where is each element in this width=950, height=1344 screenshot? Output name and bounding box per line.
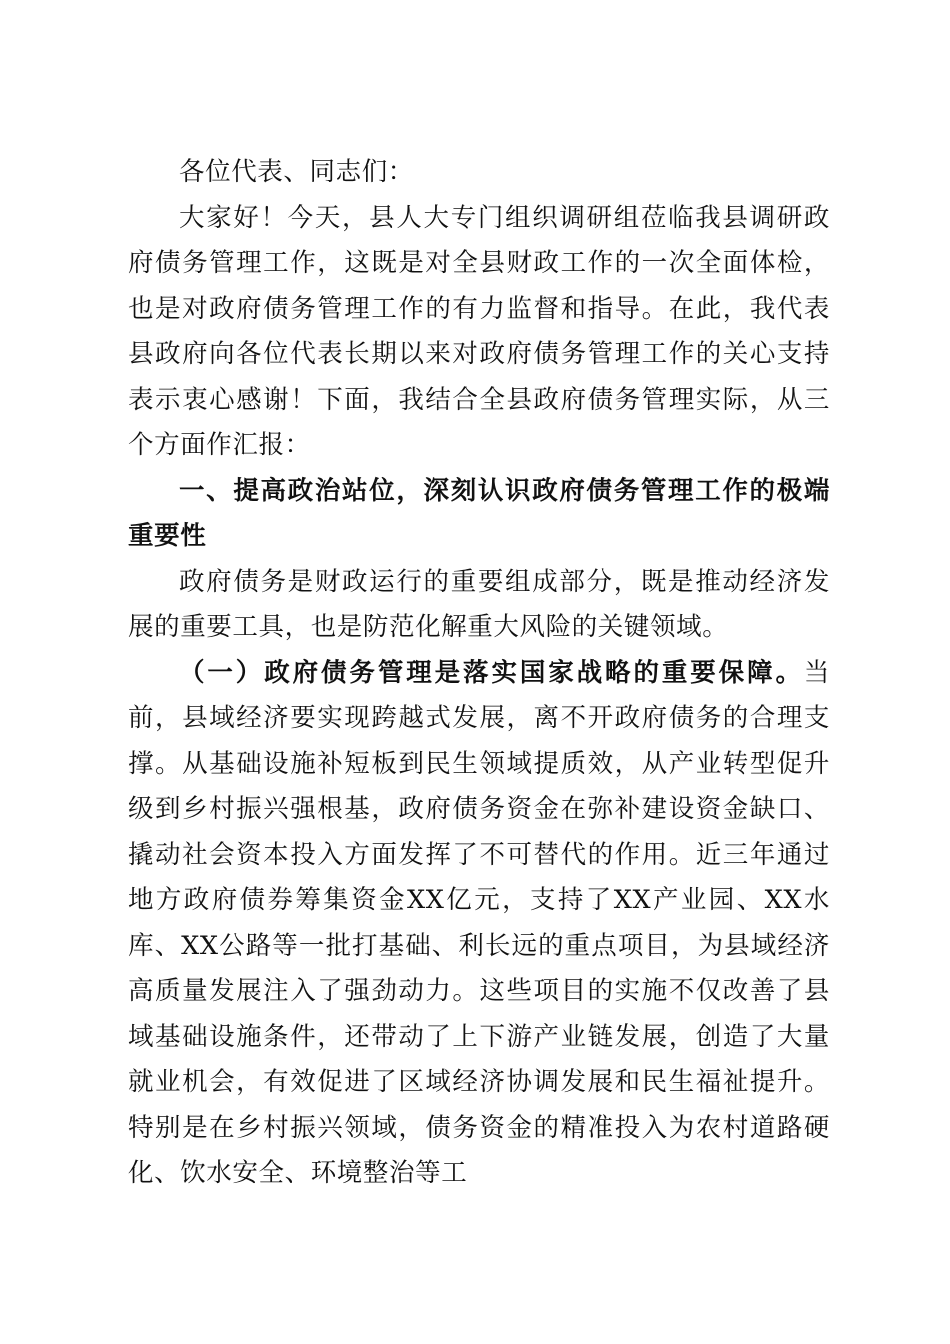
salutation: 各位代表、同志们： [179,157,414,187]
subsection-1-paragraph [128,651,830,1197]
subsection-1-body: 当前，县域经济要实现跨越式发展，离不开政府债务的合理支撑。从基础设施补短板到民生领域提质效，从产业转型促升级到乡村振兴强根基，政府债务资金在弥补建设资金缺口、撬动社会资本投入方面发挥了不可替代的作用。近三年通过地方政府债券筹集资金XX亿元，支持了XX产业园、XX水库、XX公路等一批打基础、利长远的重点项目，为县域经济高质量发展注入了强劲动力。这些项目的实施不仅改善了县域基础设施条件，还带动了上下游产业链发展，创造了大量就业机会，有效促进了区域经济协调发展和民生福祉提升。特别是在乡村振兴领域，债务资金的精准投入为农村道路硬化、饮水安全、环境整治等工 [128,657,830,1188]
subsection-1-title: （一）政府债务管理是落实国家战略的重要保障。 [179,657,804,688]
intro-paragraph: 大家好！今天，县人大专门组织调研组莅临我县调研政府债务管理工作，这既是对全县财政工作的一次全面体检，也是对政府债务管理工作的有力监督和指导。在此，我代表县政府向各位代表长期以来对政府债务管理工作的关心支持表示衷心感谢！下面，我结合全县政府债务管理实际，从三个方面作汇报： [128,202,830,460]
document-page [128,150,830,1197]
section-1-lead-paragraph: 政府债务是财政运行的重要组成部分，既是推动经济发展的重要工具，也是防范化解重大风险的关键领域。 [128,566,830,642]
section-1-heading: 一、提高政治站位，深刻认识政府债务管理工作的极端重要性 [128,475,830,551]
